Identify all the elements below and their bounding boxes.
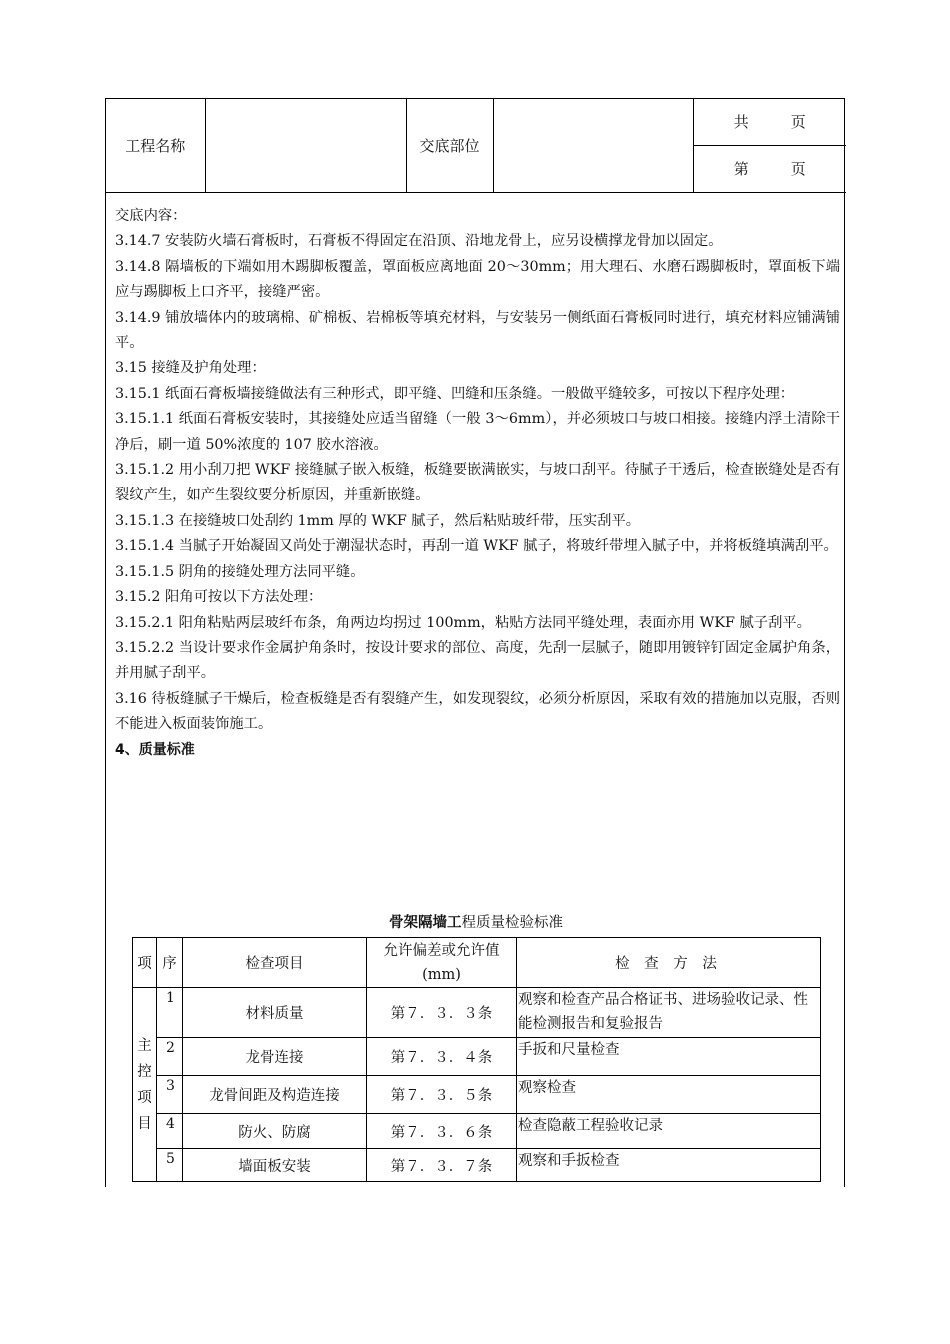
row-method: 检查隐蔽工程验收记录 <box>517 1114 821 1149</box>
row-seq: 2 <box>157 1038 183 1076</box>
table-row <box>133 1149 821 1182</box>
paragraph: 3.15.1.2 用小刮刀把 WKF 接缝腻子嵌入板缝，板缝要嵌满嵌实，与坡口刮平。待腻子干透后，检查嵌缝处是否有裂纹产生，如产生裂纹要分析原因，并重新嵌缝。 <box>115 462 840 504</box>
row-seq: 1 <box>157 988 183 1038</box>
row-tolerance: 第７．３．３条 <box>367 988 517 1038</box>
location-value <box>493 99 693 192</box>
row-method: 观察检查 <box>517 1076 821 1114</box>
paragraph: 3.14.9 铺放墙体内的玻璃棉、矿棉板、岩棉板等填充材料，与安装另一侧纸面石膏板同时进行，填充材料应铺满铺平。 <box>115 309 840 352</box>
paragraph: 3.15.1 纸面石膏板墙接缝做法有三种形式，即平缝、凹缝和压条缝。一般做平缝较多，可按以下程序处理： <box>115 385 795 402</box>
paragraph: 3.14.7 安装防火墙石膏板时，石膏板不得固定在沿顶、沿地龙骨上，应另设横撑龙骨加以固定。 <box>115 233 723 250</box>
total-pages-label: 共 <box>733 113 749 132</box>
current-page-cell <box>693 145 846 192</box>
project-name-value <box>205 99 406 192</box>
header-tolerance: 允许偏差或允许值(mm) <box>367 938 517 988</box>
row-seq: 5 <box>157 1149 183 1182</box>
paragraph: 3.15.1.3 在接缝坡口处刮约 1mm 厚的 WKF 腻子，然后粘贴玻纤带，压实刮平。 <box>115 512 641 529</box>
row-seq: 3 <box>157 1076 183 1114</box>
table-header-row <box>133 938 821 988</box>
header-seq: 序 <box>157 938 183 988</box>
paragraph: 3.16 待板缝腻子干燥后，检查板缝是否有裂缝产生，如发现裂纹，必须分析原因，采取有效的措施加以克服，否则不能进入板面装饰施工。 <box>115 690 840 733</box>
paragraph: 3.15.1.5 阴角的接缝处理方法同平缝。 <box>115 563 365 580</box>
row-item: 材料质量 <box>183 988 367 1038</box>
paragraph: 3.15.1.1 纸面石膏板安装时，其接缝处应适当留缝（一般 3～6mm），并必须坡口与坡口相接。接缝内浮土清除干净后，刷一道 50%浓度的 107 胶水溶液。 <box>115 411 840 453</box>
row-item: 龙骨间距及构造连接 <box>183 1076 367 1114</box>
row-seq: 4 <box>157 1114 183 1149</box>
current-page-unit: 页 <box>790 160 806 178</box>
header-table <box>106 99 846 192</box>
row-tolerance: 第７．３．６条 <box>367 1114 517 1149</box>
row-method: 观察和手扳检查 <box>517 1149 821 1182</box>
paragraph: 3.15.2 阳角可按以下方法处理： <box>115 589 323 606</box>
table-row <box>133 988 821 1038</box>
group-main-control: 主控项目 <box>133 988 157 1182</box>
row-item: 墙面板安装 <box>183 1149 367 1182</box>
current-page-label: 第 <box>733 160 749 178</box>
row-method: 手扳和尺量检查 <box>517 1038 821 1076</box>
row-item: 龙骨连接 <box>183 1038 367 1076</box>
paragraph: 3.15.1.4 当腻子开始凝固又尚处于潮湿状态时，再刮一道 WKF 腻子，将玻纤带埋入腻子中，并将板缝填满刮平。 <box>115 538 838 555</box>
quality-table-title <box>106 911 846 932</box>
quality-title-rest: 程质量检验标准 <box>461 915 563 931</box>
paragraph: 3.15 接缝及护角处理： <box>115 360 266 377</box>
row-item: 防火、防腐 <box>183 1114 367 1149</box>
location-label: 交底部位 <box>406 99 493 192</box>
row-method: 观察和检查产品合格证书、进场验收记录、性能检测报告和复验报告 <box>517 988 821 1038</box>
document-frame <box>105 98 845 1187</box>
total-pages-unit: 页 <box>790 113 806 132</box>
table-row <box>133 1076 821 1114</box>
total-pages-cell <box>693 99 846 145</box>
row-tolerance: 第７．３．４条 <box>367 1038 517 1076</box>
quality-table <box>132 937 821 1182</box>
quality-title-bold: 骨架隔墙工 <box>389 915 462 931</box>
paragraph: 3.14.8 隔墙板的下端如用木踢脚板覆盖，罩面板应离地面 20～30mm；用大理石、水磨石踢脚板时，罩面板下端应与踢脚板上口齐平，接缝严密。 <box>115 258 840 301</box>
briefing-content <box>115 204 840 763</box>
row-tolerance: 第７．３．５条 <box>367 1076 517 1114</box>
table-row <box>133 1114 821 1149</box>
paragraph: 3.15.2.2 当设计要求作金属护角条时，按设计要求的部位、高度，先刮一层腻子，随即用镀锌钉固定金属护角条，并用腻子刮平。 <box>115 639 840 682</box>
header-method: 检 查 方 法 <box>517 938 821 988</box>
project-name-label: 工程名称 <box>106 99 205 192</box>
section-heading: 4、质量标准 <box>115 741 195 758</box>
header-check-item: 检查项目 <box>183 938 367 988</box>
content-intro: 交底内容： <box>115 208 187 224</box>
paragraph: 3.15.2.1 阳角粘贴两层玻纤布条，角两边均拐过 100mm，粘贴方法同平缝处理，表面亦用 WKF 腻子刮平。 <box>115 614 811 631</box>
table-row <box>133 1038 821 1076</box>
header-item: 项 <box>133 938 157 988</box>
row-tolerance: 第７．３．７条 <box>367 1149 517 1182</box>
